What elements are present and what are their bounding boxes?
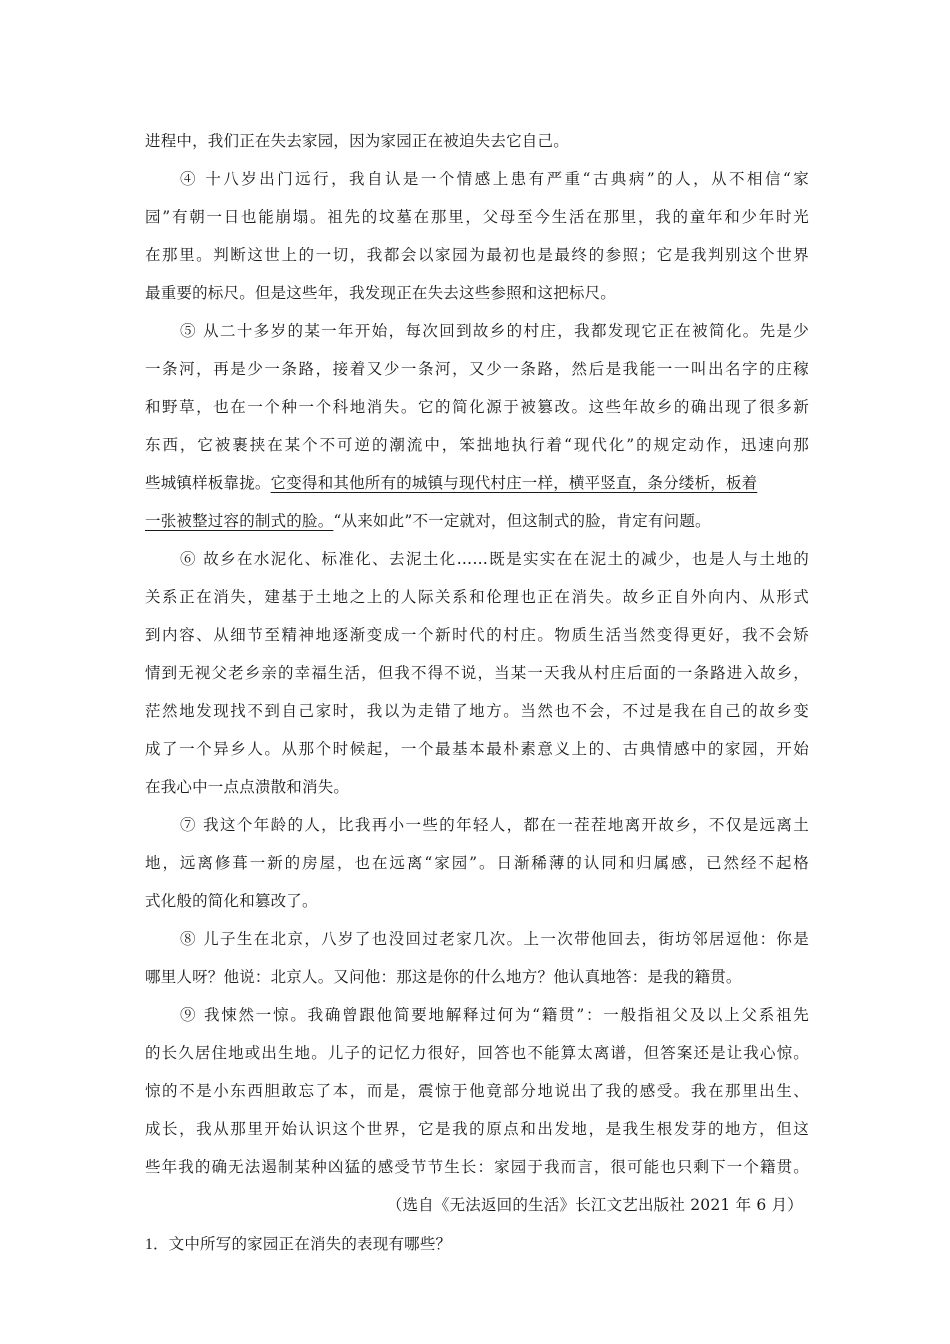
text-line: ⑧ 儿子生在北京，八岁了也没回过老家几次。上一次带他回去，街坊邻居逗他：你是 <box>180 930 809 948</box>
source-citation: （选自《无法返回的生活》长江文艺出版社 2021 年 6 月） <box>386 1196 803 1214</box>
text-line: 在那里。判断这世上的一切，我都会以家园为最初也是最终的参照；它是我判别这个世界 <box>145 246 809 264</box>
text-line: ⑨ 我悚然一惊。我确曾跟他简要地解释过何为“籍贯”：一般指祖父及以上父系祖先 <box>180 1006 809 1024</box>
plain-text: “从来如此”不一定就对，但这制式的脸，肯定有问题。 <box>333 512 711 530</box>
plain-text: 些城镇样板靠拢。 <box>145 474 271 492</box>
text-line: 进程中，我们正在失去家园，因为家园正在被迫失去它自己。 <box>145 132 569 150</box>
underlined-sentence: 一张被整过容的制式的脸。 <box>145 512 334 530</box>
underlined-sentence: 它变得和其他所有的城镇与现代村庄一样，横平竖直，条分缕析，板着 <box>270 474 758 492</box>
text-line: 惊的不是小东西胆敢忘了本，而是，震惊于他竟部分地说出了我的感受。我在那里出生、 <box>145 1082 809 1100</box>
text-line: 成长，我从那里开始认识这个世界，它是我的原点和出发地，是我生根发芽的地方，但这 <box>145 1120 809 1138</box>
text-line: ⑥ 故乡在水泥化、标准化、去泥土化……既是实实在在泥土的减少，也是人与土地的 <box>180 550 809 568</box>
text-line: 地，远离修葺一新的房屋，也在远离“家园”。日渐稀薄的认同和归属感，已然经不起格 <box>145 854 809 872</box>
text-line: ④ 十八岁出门远行，我自认是一个情感上患有严重“古典病”的人，从不相信“家 <box>180 170 809 188</box>
text-line: 情到无视父老乡亲的幸福生活，但我不得不说，当某一天我从村庄后面的一条路进入故乡， <box>145 664 809 682</box>
text-line: 在我心中一点点溃散和消失。 <box>145 778 350 796</box>
paragraph-6 <box>145 540 809 806</box>
text-line: 哪里人呀？他说：北京人。又问他：那这是你的什么地方？他认真地答：是我的籍贯。 <box>145 968 742 986</box>
text-line: 园”有朝一日也能崩塌。祖先的坟墓在那里，父母至今生活在那里，我的童年和少年时光 <box>145 208 809 226</box>
text-line: 式化般的简化和篡改了。 <box>145 892 318 910</box>
text-line: 些年我的确无法遏制某种凶猛的感受节节生长：家园于我而言，很可能也只剩下一个籍贯。 <box>145 1158 809 1176</box>
text-line: 成了一个异乡人。从那个时候起，一个最基本最朴素意义上的、古典情感中的家园，开始 <box>145 740 809 758</box>
paragraph-8 <box>145 920 809 996</box>
question-1: 1．文中所写的家园正在消失的表现有哪些？ <box>145 1236 452 1253</box>
document-page <box>145 122 809 1264</box>
paragraph-9 <box>145 996 809 1186</box>
text-line: 和野草，也在一个种一个科地消失。它的简化源于被篡改。这些年故乡的确出现了很多新 <box>145 398 809 416</box>
text-line: 一条河，再是少一条路，接着又少一条河，又少一条路，然后是我能一一叫出名字的庄稼 <box>145 360 809 378</box>
text-line: 到内容、从细节至精神地逐渐变成一个新时代的村庄。物质生活当然变得更好，我不会矫 <box>145 626 809 644</box>
text-line: ⑦ 我这个年龄的人，比我再小一些的年轻人，都在一茬茬地离开故乡，不仅是远离土 <box>180 816 809 834</box>
text-line <box>145 502 809 540</box>
text-line: 东西，它被裹挟在某个不可逆的潮流中，笨拙地执行着“现代化”的规定动作，迅速向那 <box>145 436 809 454</box>
text-line: ⑤ 从二十多岁的某一年开始，每次回到故乡的村庄，我都发现它正在被简化。先是少 <box>180 322 809 340</box>
paragraph-5 <box>145 312 809 540</box>
text-line: 的长久居住地或出生地。儿子的记忆力很好，回答也不能算太离谱，但答案还是让我心惊。 <box>145 1044 809 1062</box>
text-line: 关系正在消失，建基于土地之上的人际关系和伦理也正在消失。故乡正自外向内、从形式 <box>145 588 809 606</box>
paragraph-4 <box>145 160 809 312</box>
text-line: 茫然地发现找不到自己家时，我以为走错了地方。当然也不会，不过是我在自己的故乡变 <box>145 702 809 720</box>
paragraph-7 <box>145 806 809 920</box>
text-line: 最重要的标尺。但是这些年，我发现正在失去这些参照和这把标尺。 <box>145 284 617 302</box>
paragraph-3-tail <box>145 122 809 160</box>
text-line <box>145 464 809 502</box>
